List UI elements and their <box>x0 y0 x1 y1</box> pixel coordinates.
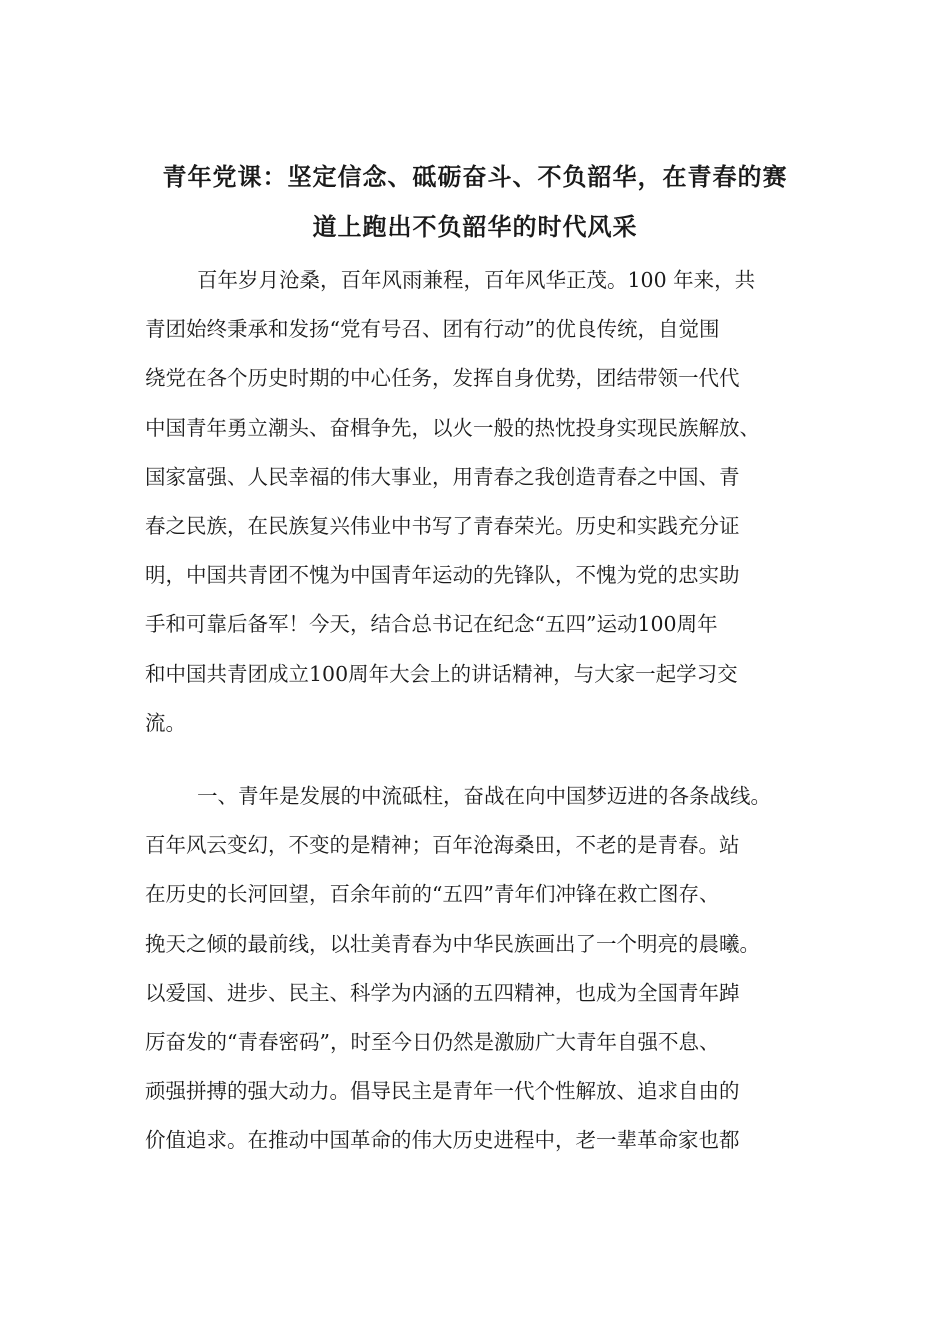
paragraph-line: 一、青年是发展的中流砥柱，奋战在向中国梦迈进的各条战线。 <box>197 784 771 808</box>
paragraph-1 <box>145 256 825 748</box>
title-line-2: 道上跑出不负韶华的时代风采 <box>312 213 638 241</box>
paragraph-line: 流。 <box>145 710 186 735</box>
paragraph-line: 顽强拼搏的强大动力。倡导民主是青年一代个性解放、追求自由的 <box>145 1079 740 1104</box>
title-line-1: 青年党课：坚定信念、砥砺奋斗、不负韶华，在青春的赛 <box>162 163 788 191</box>
paragraph-line: 青团始终秉承和发扬“党有号召、团有行动”的优良传统，自觉围 <box>145 317 720 342</box>
paragraph-line: 以爱国、进步、民主、科学为内涵的五四精神，也成为全国青年踔 <box>145 980 740 1005</box>
paragraph-line: 绕党在各个历史时期的中心任务，发挥自身优势，团结带领一代代 <box>145 366 740 391</box>
paragraph-line: 手和可靠后备军！今天，结合总书记在纪念“五四”运动100周年 <box>145 612 718 637</box>
paragraph-line: 百年风云变幻，不变的是精神；百年沧海桑田，不老的是青春。站 <box>145 833 740 858</box>
document-title <box>140 152 810 252</box>
paragraph-line: 国家富强、人民幸福的伟大事业，用青春之我创造青春之中国、青 <box>145 464 740 489</box>
paragraph-line: 明，中国共青团不愧为中国青年运动的先锋队，不愧为党的忠实助 <box>145 563 740 588</box>
paragraph-line: 和中国共青团成立100周年大会上的讲话精神，与大家一起学习交 <box>145 661 738 686</box>
paragraph-line: 中国青年勇立潮头、奋楫争先，以火一般的热忱投身实现民族解放、 <box>145 415 760 440</box>
paragraph-2 <box>145 772 825 1166</box>
paragraph-line: 在历史的长河回望，百余年前的“五四”青年们冲锋在救亡图存、 <box>145 882 720 907</box>
paragraph-line: 春之民族，在民族复兴伟业中书写了青春荣光。历史和实践充分证 <box>145 513 740 538</box>
paragraph-line: 百年岁月沧桑，百年风雨兼程，百年风华正茂。100 年来，共 <box>197 268 756 292</box>
paragraph-line: 挽天之倾的最前线，以壮美青春为中华民族画出了一个明亮的晨曦。 <box>145 931 760 956</box>
paragraph-line: 厉奋发的“青春密码”，时至今日仍然是激励广大青年自强不息、 <box>145 1029 720 1054</box>
paragraph-line: 价值追求。在推动中国革命的伟大历史进程中，老一辈革命家也都 <box>145 1128 740 1153</box>
